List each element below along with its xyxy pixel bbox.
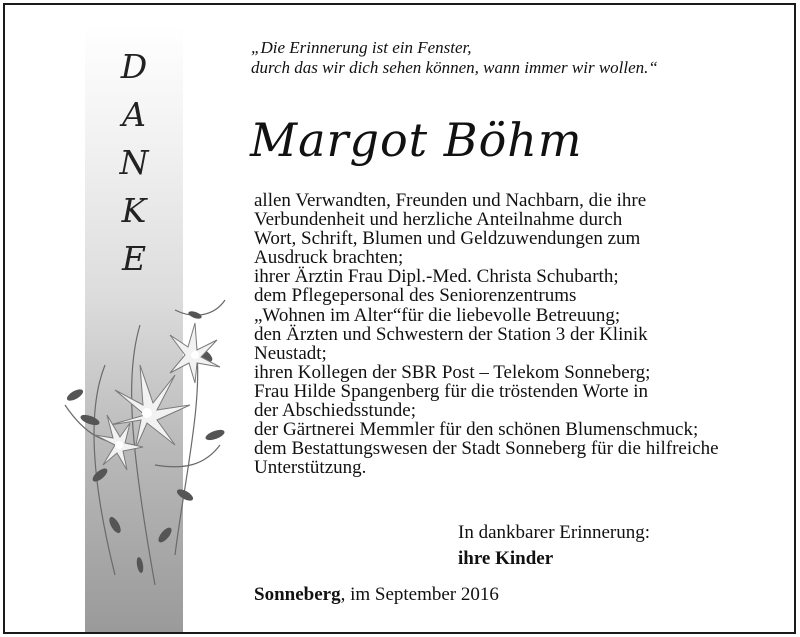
place-city: Sonneberg [254,584,341,605]
body-line: ihren Kollegen der SBR Post – Telekom Sonneberg; [254,361,651,383]
danke-letter-a: A [122,95,146,134]
body-line: Ausdruck brachten; [254,247,404,269]
body-line: ihrer Ärztin Frau Dipl.-Med. Christa Schubarth; [254,266,619,288]
thank-you-text [254,191,794,477]
body-line: der Gärtnerei Memmler für den schönen Blumenschmuck; [254,419,699,441]
body-line: Unterstützung. [254,457,367,479]
body-line: dem Pflegepersonal des Seniorenzentrums [254,285,577,307]
danke-letter-k: K [121,191,147,230]
body-line: Neustadt; [254,342,327,364]
place-date-text: , im September 2016 [340,584,499,605]
deceased-name: Margot Böhm [250,113,583,167]
quote [251,38,721,78]
closing [458,520,650,572]
body-line: Frau Hilde Spangenberg für die tröstenden Worte in [254,380,649,402]
body-line: den Ärzten und Schwestern der Station 3 der Klinik [254,323,648,345]
body-line: dem Bestattungswesen der Stadt Sonneberg für die hilfreiche [254,438,719,460]
quote-line-2: durch das wir dich sehen können, wann immer wir wollen.“ [251,58,658,77]
body-line: Wort, Schrift, Blumen und Geldzuwendungen zum [254,228,641,250]
closing-line: In dankbarer Erinnerung: [458,522,651,543]
danke-letter-e: E [121,239,147,278]
body-line: der Abschiedsstunde; [254,400,417,422]
obituary-card [3,3,796,634]
danke-letter-n: N [119,143,149,182]
flower-icon [45,295,235,595]
place-date [254,584,499,606]
body-line: allen Verwandten, Freunden und Nachbarn, die ihre [254,190,647,211]
signature: ihre Kinder [458,548,554,569]
danke-vertical-text [85,43,183,283]
body-line: Verbundenheit und herzliche Anteilnahme durch [254,209,623,231]
quote-line-1: „Die Erinnerung ist ein Fenster, [251,38,472,57]
body-line: „Wohnen im Alter“für die liebevolle Betreuung; [254,304,621,326]
danke-letter-d: D [120,47,148,86]
